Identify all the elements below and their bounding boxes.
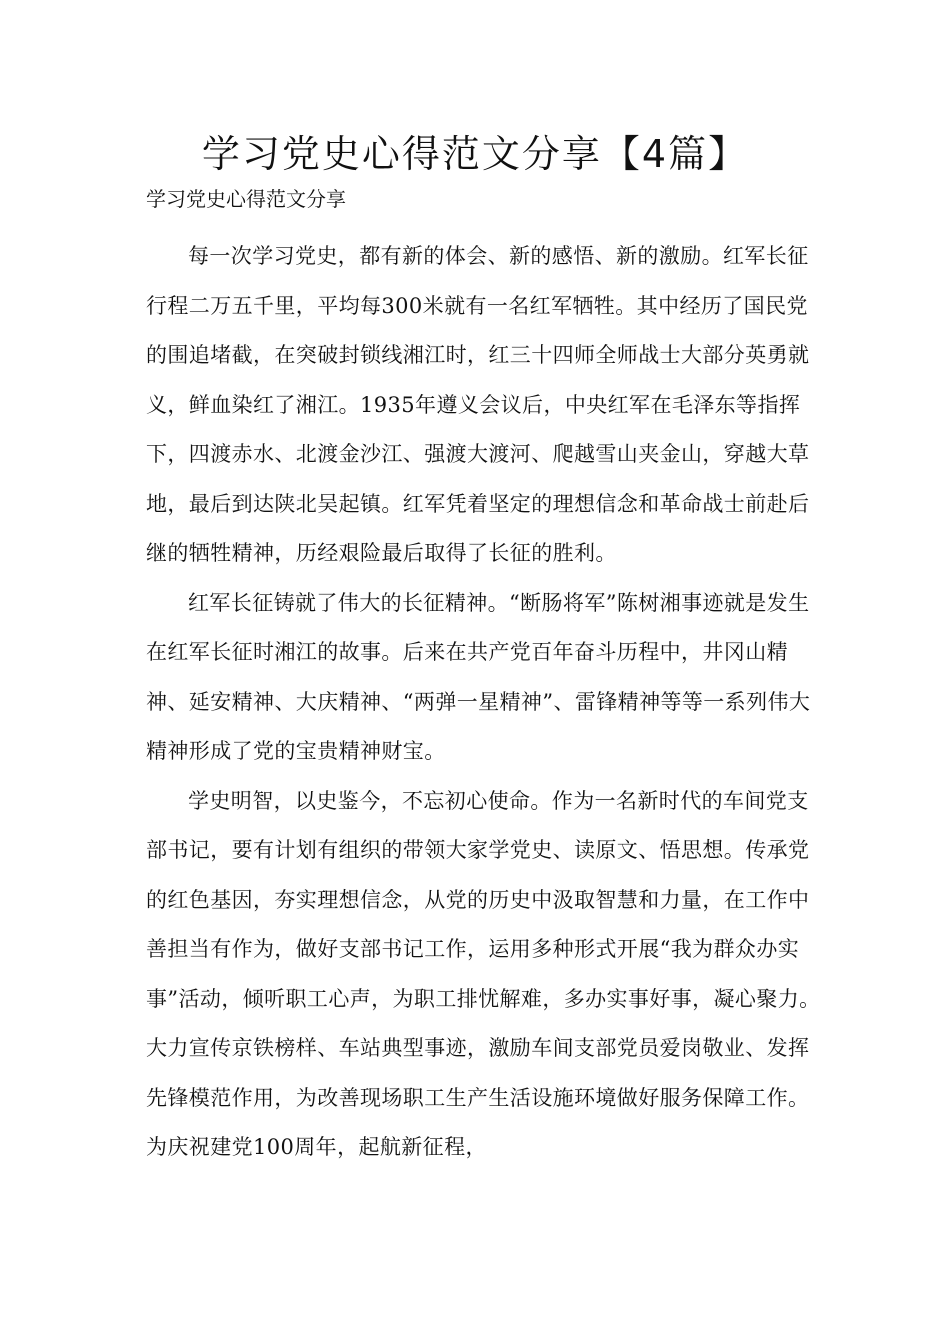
document-body [146, 232, 822, 1173]
document-title: 学习党史心得范文分享【4篇】 [201, 132, 749, 176]
paragraph-3: 学史明智，以史鉴今，不忘初心使命。作为一名新时代的车间党支部书记，要有计划有组织的带领大家学党史、读原文、悟思想。传承党的红色基因，夯实理想信念，从党的历史中汲取智慧和力量，在工作中善担当有作为，做好支部书记工作，运用多种形式开展“我为群众办实事”活动，倾听职工心声，为职工排忧解难，多办实事好事，凝心聚力。大力宣传京铁榜样、车站典型事迹，激励车间支部党员爱岗敬业、发挥先锋模范作用，为改善现场职工生产生活设施环境做好服务保障工作。为庆祝建党100周年，起航新征程， [146, 788, 821, 1159]
paragraph-1: 每一次学习党史，都有新的体会、新的感悟、新的激励。红军长征行程二万五千里，平均每300米就有一名红军牺牲。其中经历了国民党的围追堵截，在突破封锁线湘江时，红三十四师全师战士大部分英勇就义，鲜血染红了湘江。1935年遵义会议后，中央红军在毛泽东等指挥下，四渡赤水、北渡金沙江、强渡大渡河、爬越雪山夹金山，穿越大草地，最后到达陕北吴起镇。红军凭着坚定的理想信念和革命战士前赴后继的牺牲精神，历经艰险最后取得了长征的胜利。 [146, 244, 810, 565]
document-subtitle: 学习党史心得范文分享 [146, 187, 346, 211]
paragraph-2: 红军长征铸就了伟大的长征精神。“断肠将军”陈树湘事迹就是发生在红军长征时湘江的故事。后来在共产党百年奋斗历程中，井冈山精神、延安精神、大庆精神、“两弹一星精神”、雷锋精神等等一系列伟大精神形成了党的宝贵精神财宝。 [146, 590, 811, 763]
